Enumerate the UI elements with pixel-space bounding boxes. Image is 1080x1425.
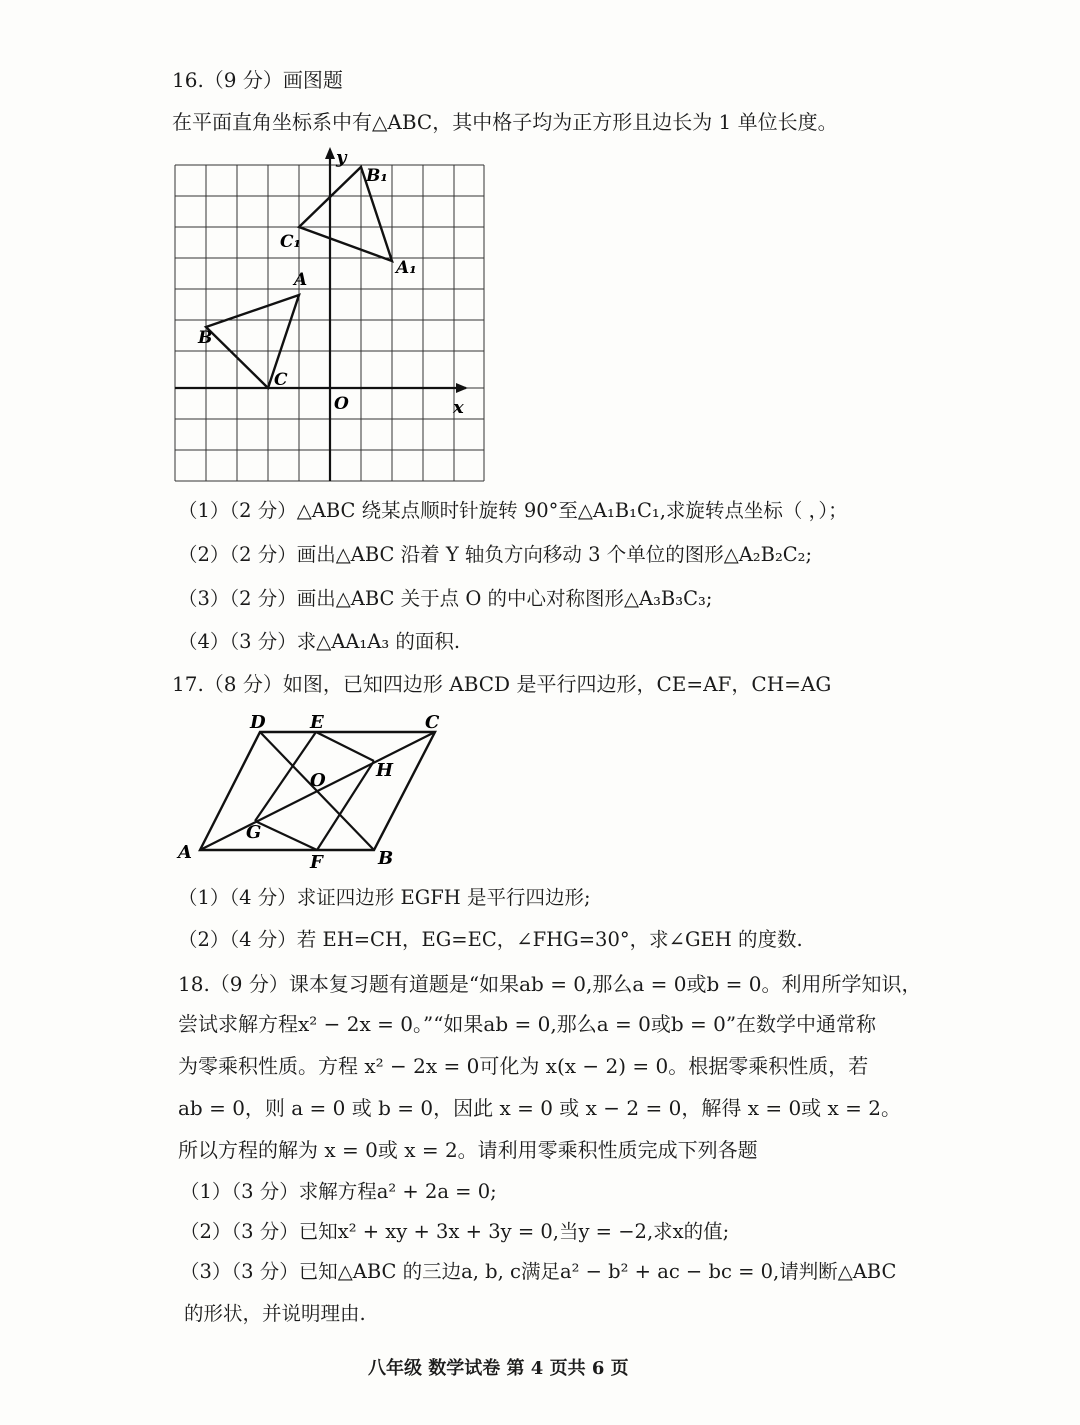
label-g: G (246, 822, 262, 843)
label-b: B (198, 328, 213, 348)
label-h: H (376, 760, 394, 781)
label-o: O (310, 770, 326, 791)
label-b1: B₁ (366, 166, 388, 186)
label-c: C (425, 712, 440, 733)
q18-line2: 尝试求解方程x² − 2x = 0。”“如果ab = 0,那么a = 0或b = 0”在数学中通常称 (178, 1012, 877, 1036)
q18-line1: 18.（9 分）课本复习题有道题是“如果ab = 0,那么a = 0或b = 0。利用所学知识， (178, 972, 922, 996)
page-footer: 八年级 数学试卷 第 4 页共 6 页 (368, 1358, 629, 1379)
q17-parallelogram-figure (170, 708, 470, 873)
label-x: x (453, 397, 464, 418)
label-a: A (178, 842, 192, 863)
q16-sub3: （3）（2 分）画出△ABC 关于点 O 的中心对称图形△A₃B₃C₃; (178, 587, 713, 610)
segment-eh (316, 732, 374, 761)
label-o: O (334, 394, 349, 414)
q17-sub1: （1）（4 分）求证四边形 EGFH 是平行四边形; (178, 886, 591, 909)
label-c: C (274, 370, 288, 390)
label-y: y (336, 147, 347, 168)
q18-line5: 所以方程的解为 x = 0或 x = 2。请利用零乘积性质完成下列各题 (178, 1138, 758, 1162)
q18-sub3a: （3）（3 分）已知△ABC 的三边a, b, c满足a² − b² + ac − bc = 0,请判断△ABC (180, 1260, 897, 1283)
q16-sub1: （1）（2 分）△ABC 绕某点顺时针旋转 90°至△A₁B₁C₁,求旋转点坐标（ ，）； (178, 499, 848, 522)
q17-sub2: （2）（4 分）若 EH=CH，EG=EC，∠FHG=30°，求∠GEH 的度数. (178, 928, 803, 951)
q18-sub3b: 的形状，并说明理由. (184, 1302, 366, 1325)
q16-sub4: （4）（3 分）求△AA₁A₃ 的面积. (178, 630, 461, 653)
q16-sub2: （2）（2 分）画出△ABC 沿着 Y 轴负方向移动 3 个单位的图形△A₂B₂C₂; (178, 543, 813, 566)
q18-sub2: （2）（3 分）已知x² + xy + 3x + 3y = 0,当y = −2,求x的值; (180, 1220, 730, 1243)
label-a: A (294, 270, 308, 290)
q16-intro: 在平面直角坐标系中有△ABC，其中格子均为正方形且边长为 1 单位长度。 (172, 110, 838, 134)
label-c1: C₁ (280, 232, 301, 252)
q18-line4: ab = 0，则 a = 0 或 b = 0，因此 x = 0 或 x − 2 = 0，解得 x = 0或 x = 2。 (178, 1096, 902, 1120)
x-axis-arrow (456, 383, 468, 393)
q16-title: 16.（9 分）画图题 (172, 68, 343, 92)
q16-coordinate-figure (168, 145, 488, 485)
label-a1: A₁ (396, 258, 417, 278)
q18-line3: 为零乘积性质。方程 x² − 2x = 0可化为 x(x − 2) = 0。根据零乘积性质，若 (178, 1054, 869, 1078)
label-b: B (378, 848, 394, 869)
label-d: D (250, 712, 266, 733)
q17-title: 17.（8 分）如图，已知四边形 ABCD 是平行四边形，CE=AF，CH=AG (172, 672, 832, 696)
label-e: E (310, 712, 324, 733)
label-f: F (310, 852, 323, 873)
y-axis-arrow (325, 147, 335, 159)
segment-gf (255, 821, 317, 850)
q18-sub1: （1）（3 分）求解方程a² + 2a = 0; (180, 1180, 497, 1203)
